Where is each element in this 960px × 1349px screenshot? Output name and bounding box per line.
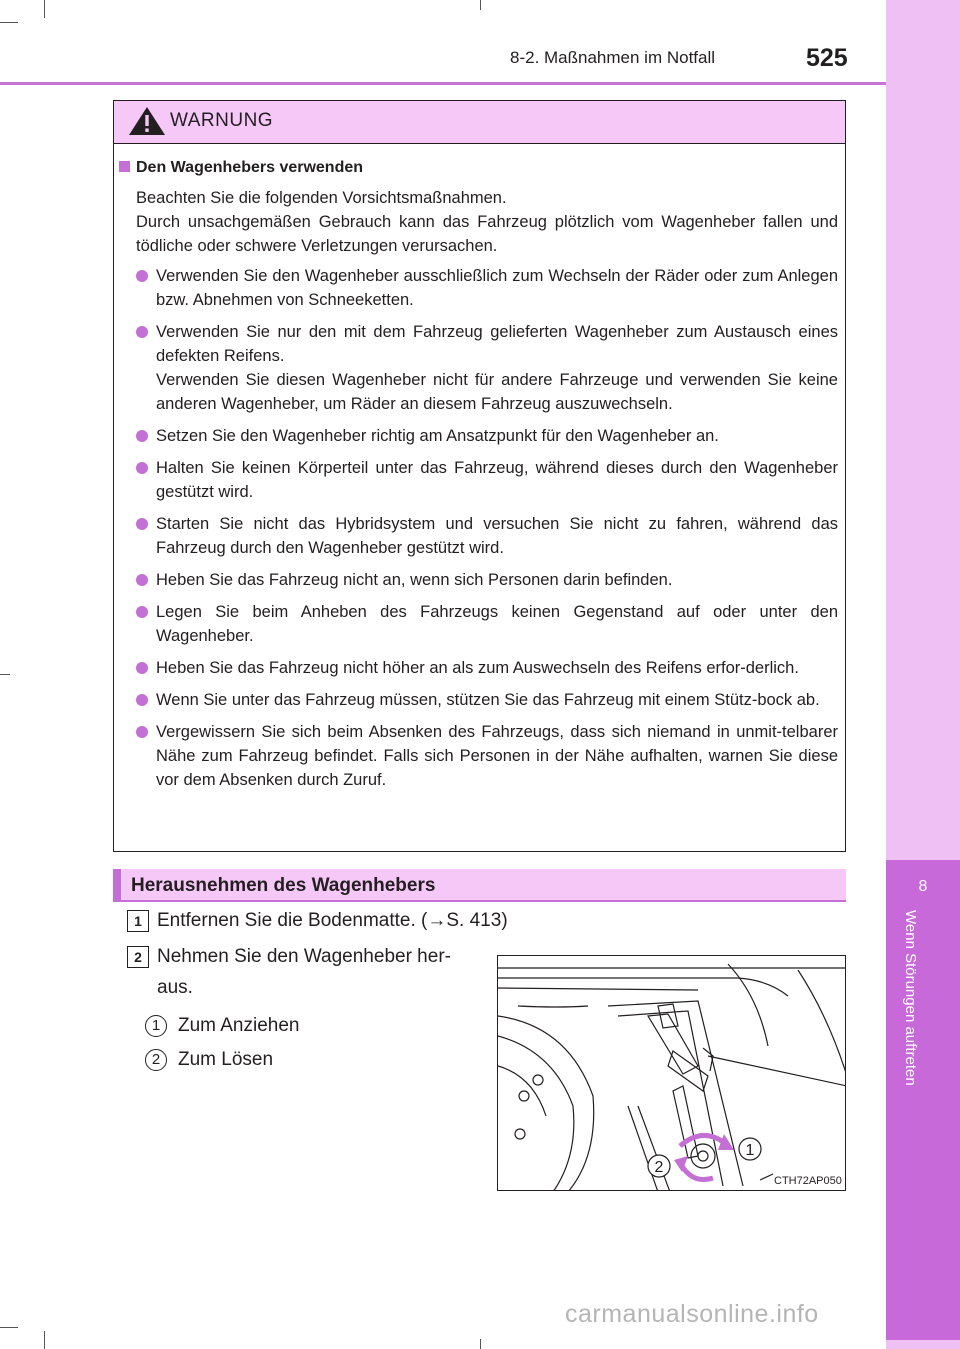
page-number: 525 bbox=[806, 44, 848, 72]
bullet-icon bbox=[136, 726, 148, 738]
legend-text: Zum Lösen bbox=[178, 1049, 274, 1070]
step-text: Entfernen Sie die Bodenmatte. (→S. 413) bbox=[157, 910, 508, 931]
step-number: 2 bbox=[127, 946, 149, 968]
bullet-icon bbox=[136, 574, 148, 586]
header-section-title: 8-2. Maßnahmen im Notfall bbox=[510, 48, 716, 67]
list-item: Halten Sie keinen Körperteil unter das Fahrzeug, während dieses durch den Wagenheber gestützt wird. bbox=[136, 456, 838, 504]
crop-mark bbox=[44, 1331, 45, 1349]
bullet-icon bbox=[136, 270, 148, 282]
crop-mark bbox=[44, 0, 45, 18]
figure-code: CTH72AP050 bbox=[774, 1175, 842, 1187]
step-number: 1 bbox=[127, 910, 149, 932]
list-item: Heben Sie das Fahrzeug nicht an, wenn sich Personen darin befinden. bbox=[136, 568, 838, 592]
section-title: Herausnehmen des Wagenhebers bbox=[131, 875, 436, 896]
legend-text: Zum Anziehen bbox=[178, 1015, 300, 1036]
warning-subheading: Den Wagenhebers verwenden bbox=[119, 159, 363, 177]
step-text-continued: aus. bbox=[157, 977, 193, 998]
warning-bullet-list bbox=[136, 264, 838, 800]
crop-mark bbox=[0, 674, 10, 675]
bullet-icon bbox=[136, 606, 148, 618]
list-item: Wenn Sie unter das Fahrzeug müssen, stützen Sie das Fahrzeug mit einem Stütz-bock ab. bbox=[136, 688, 838, 712]
list-item: Starten Sie nicht das Hybridsystem und versuchen Sie nicht zu fahren, während das Fahrzeug durch den Wagenheber gestützt wird. bbox=[136, 512, 838, 560]
legend-number: 1 bbox=[145, 1015, 167, 1037]
bullet-icon bbox=[136, 462, 148, 474]
callout-2: 2 bbox=[654, 1159, 664, 1176]
crop-mark bbox=[0, 22, 18, 23]
list-item: Heben Sie das Fahrzeug nicht höher an als zum Auswechseln des Reifens erfor-derlich. bbox=[136, 656, 838, 680]
section-heading-accent bbox=[113, 869, 121, 902]
warning-intro-1: Beachten Sie die folgenden Vorsichtsmaßnahmen. bbox=[136, 189, 507, 207]
chapter-number: 8 bbox=[918, 878, 928, 895]
square-bullet-icon bbox=[119, 161, 130, 172]
chapter-label: Wenn Störungen auftreten bbox=[902, 910, 919, 1086]
warning-intro-2: Durch unsachgemäßen Gebrauch kann das Fahrzeug plötzlich vom Wagenheber fallen und tödliche oder schwere Verletzungen verursachen. bbox=[136, 213, 838, 255]
jack-illustration bbox=[497, 955, 846, 1191]
callout-1: 1 bbox=[745, 1142, 755, 1159]
bullet-icon bbox=[136, 662, 148, 674]
warning-triangle-icon bbox=[127, 105, 167, 137]
bullet-icon bbox=[136, 430, 148, 442]
list-item: Verwenden Sie den Wagenheber ausschließlich zum Wechseln der Räder oder zum Anlegen bzw. Abnehmen von Schneeketten. bbox=[136, 264, 838, 312]
chapter-tab[interactable] bbox=[886, 860, 960, 1340]
header-rule bbox=[0, 82, 886, 85]
watermark: carmanualsonline.info bbox=[565, 1300, 819, 1328]
bullet-icon bbox=[136, 694, 148, 706]
crop-mark bbox=[480, 1339, 481, 1349]
legend-number: 2 bbox=[145, 1049, 167, 1071]
list-item: Setzen Sie den Wagenheber richtig am Ansatzpunkt für den Wagenheber an. bbox=[136, 424, 838, 448]
crop-mark bbox=[0, 1327, 18, 1328]
crop-mark bbox=[480, 0, 481, 10]
list-item: Vergewissern Sie sich beim Absenken des Fahrzeugs, dass sich niemand in unmit-telbarer Nähe zum Fahrzeug befindet. Falls sich Personen in der Nähe aufhalten, warnen Sie diese vor dem Absenken durch Zuruf. bbox=[136, 720, 838, 792]
warning-title: WARNUNG bbox=[170, 110, 274, 131]
list-item: Verwenden Sie nur den mit dem Fahrzeug gelieferten Wagenheber zum Austausch eines defekten Reifens. Verwenden Sie diesen Wagenheber nicht für andere Fahrzeuge und verwenden Sie keine anderen Wagenheber, um Räder an diesem Fahrzeug auszuwechseln. bbox=[136, 320, 838, 416]
step-text: Nehmen Sie den Wagenheber her- bbox=[157, 946, 451, 967]
bullet-icon bbox=[136, 326, 148, 338]
jack-drawing bbox=[498, 956, 846, 1191]
list-item: Legen Sie beim Anheben des Fahrzeugs keinen Gegenstand auf oder unter den Wagenheber. bbox=[136, 600, 838, 648]
bullet-icon bbox=[136, 518, 148, 530]
